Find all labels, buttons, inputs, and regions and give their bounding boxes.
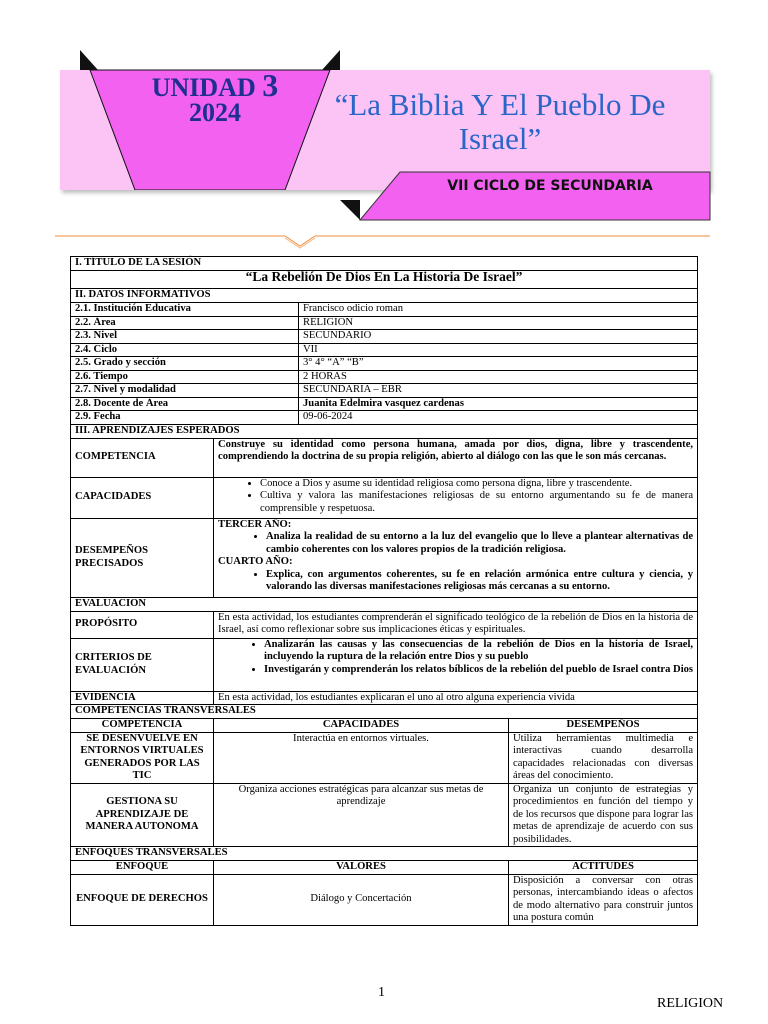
unit-title: “La Biblia Y El Pueblo De Israel”: [334, 87, 666, 156]
evidencia-row: [71, 691, 698, 705]
tercer-ano-label: TERCER AÑO:: [218, 518, 292, 530]
cuarto-ano-label: CUARTO AÑO:: [218, 556, 293, 567]
transversal-capacidad: Interactúa en entornos virtuales.: [214, 732, 509, 783]
decorative-divider: [55, 228, 710, 250]
page-number: 1: [378, 985, 385, 1000]
column-header: VALORES: [214, 861, 509, 875]
column-header: ENFOQUE: [71, 861, 214, 875]
transversal-capacidad: Organiza acciones estratégicas para alcanzar sus metas de aprendizaje: [214, 783, 509, 847]
info-row: [71, 316, 698, 330]
capacidades-row: [71, 477, 698, 518]
list-item: • Analiza la realidad de su entorno a la luz del evangelio que lo lleve a plantear alternativas de cambio coherentes con los valores propios de la tradición religiosa.: [266, 531, 693, 556]
column-header: DESEMPEÑOS: [509, 719, 698, 733]
info-label: 2.5. Grado y sección: [71, 357, 299, 371]
cycle-label: VII CICLO DE SECUNDARIA: [447, 178, 653, 194]
table-row: [71, 783, 698, 847]
proposito-row: [71, 611, 698, 638]
info-value: SECUNDARIO: [299, 330, 698, 344]
proposito-text: En esta actividad, los estudiantes comprenderán el significado teológico de la rebelión de Dios en la historia de Israel, así como reflexionar sobre sus implicaciones éticas y espirituales.: [214, 611, 698, 638]
section-evaluation-header: EVALUACION: [71, 597, 698, 611]
info-row: [71, 411, 698, 425]
column-header: CAPACIDADES: [214, 719, 509, 733]
section-title-header: I. TÍTULO DE LA SESIÓN: [71, 257, 698, 271]
info-label: 2.9. Fecha: [71, 411, 299, 425]
column-header: COMPETENCIA: [71, 719, 214, 733]
table-row: [71, 732, 698, 783]
info-label: 2.4. Ciclo: [71, 343, 299, 357]
info-value: 2 HORAS: [299, 370, 698, 384]
criterios-list: [214, 638, 698, 691]
competencia-label: COMPETENCIA: [71, 438, 214, 477]
info-value: Juanita Edelmira vasquez cardenas: [299, 397, 698, 411]
desempenos-content: [214, 518, 698, 597]
session-table: [70, 256, 698, 926]
evidencia-label: EVIDENCIA: [71, 691, 214, 705]
unit-year: 2024: [189, 98, 241, 127]
transversal-desempeno: Organiza un conjunto de estrategias y procedimientos en función del tiempo y de los recursos que dispone para lograr las metas de aprendizaje de acuerdo con sus posibilidades.: [509, 783, 698, 847]
section-enfoques-header: ENFOQUES TRANSVERSALES: [71, 847, 698, 861]
section-learning-header: III. APRENDIZAJES ESPERADOS: [71, 424, 698, 438]
info-row: [71, 370, 698, 384]
info-value: VII: [299, 343, 698, 357]
competencia-text: Construye su identidad como persona humana, amada por dios, digna, libre y trascendente, comprendiendo la doctrina de su propia religión, abierto al diálogo con las que le son más cercanas.: [214, 438, 698, 477]
list-item: • Explica, con argumentos coherentes, su fe en relación armónica entre cultura y ciencia, y valorando las diversas manifestaciones religiosas más cercanas a su entorno.: [266, 569, 693, 594]
criterios-row: [71, 638, 698, 691]
info-row: [71, 330, 698, 344]
transversal-desempeno: Utiliza herramientas multimedia e interactivas cuando desarrolla capacidades relacionadas con diversas áreas del conocimiento.: [509, 732, 698, 783]
info-row: [71, 397, 698, 411]
info-label: 2.6. Tiempo: [71, 370, 299, 384]
header-banner: [60, 67, 710, 220]
info-label: 2.8. Docente de Área: [71, 397, 299, 411]
capacidades-label: CAPACIDADES: [71, 477, 214, 518]
transversal-competencia: SE DESENVUELVE EN ENTORNOS VIRTUALES GENERADOS POR LAS TIC: [71, 732, 214, 783]
info-value: RELIGION: [299, 316, 698, 330]
criterios-label: CRITERIOS DE EVALUACIÓN: [71, 638, 214, 691]
column-header: ACTITUDES: [509, 861, 698, 875]
info-row: [71, 303, 698, 317]
footer-label: RELIGION: [657, 996, 724, 1011]
enfoque-actitudes: Disposición a conversar con otras personas, intercambiando ideas o afectos de modo alternativo para construir juntos una postura común: [509, 874, 698, 925]
info-label: 2.3. Nivel: [71, 330, 299, 344]
table-row: [71, 874, 698, 925]
desempenos-row: [71, 518, 698, 597]
enfoque-name: ENFOQUE DE DERECHOS: [71, 874, 214, 925]
session-title: “La Rebelión De Dios En La Historia De Israel”: [71, 271, 698, 289]
enfoque-valores: Diálogo y Concertación: [214, 874, 509, 925]
info-label: 2.7. Nivel y modalidad: [71, 384, 299, 398]
desempenos-label: DESEMPEÑOS PRECISADOS: [71, 518, 214, 597]
info-value: 3° 4° “A” “B”: [299, 357, 698, 371]
list-item: • Analizarán las causas y las consecuencias de la rebelión de Dios en la historia de Israel, incluyendo la ruptura de la relación entre Dios y su pueblo: [264, 639, 693, 664]
enfoques-header-row: [71, 861, 698, 875]
info-label: 2.2. Área: [71, 316, 299, 330]
info-row: [71, 343, 698, 357]
transversal-header-row: [71, 719, 698, 733]
section-transversal-header: COMPETENCIAS TRANSVERSALES: [71, 705, 698, 719]
list-item: • Investigarán y comprenderán los relatos bíblicos de la rebelión del pueblo de Israel contra Dios: [264, 664, 693, 677]
info-row: [71, 357, 698, 371]
list-item: • Cultiva y valora las manifestaciones religiosas de su entorno argumentando su fe de manera comprensible y respetuosa.: [260, 490, 693, 515]
list-item: • Conoce a Dios y asume su identidad religiosa como persona digna, libre y trascendente.: [260, 478, 693, 491]
capacidades-list: [214, 477, 698, 518]
info-label: 2.1. Institución Educativa: [71, 303, 299, 317]
info-value: SECUNDARIA – EBR: [299, 384, 698, 398]
transversal-competencia: GESTIONA SU APRENDIZAJE DE MANERA AUTONOMA: [71, 783, 214, 847]
info-value: 09-06-2024: [299, 411, 698, 425]
section-info-header: II. DATOS INFORMATIVOS: [71, 289, 698, 303]
proposito-label: PROPÓSITO: [71, 611, 214, 638]
info-row: [71, 384, 698, 398]
competencia-row: [71, 438, 698, 477]
info-value: Francisco odicio roman: [299, 303, 698, 317]
evidencia-text: En esta actividad, los estudiantes explicaran el uno al otro alguna experiencia vivida: [214, 691, 698, 705]
unit-label: UNIDAD 3: [151, 67, 279, 103]
